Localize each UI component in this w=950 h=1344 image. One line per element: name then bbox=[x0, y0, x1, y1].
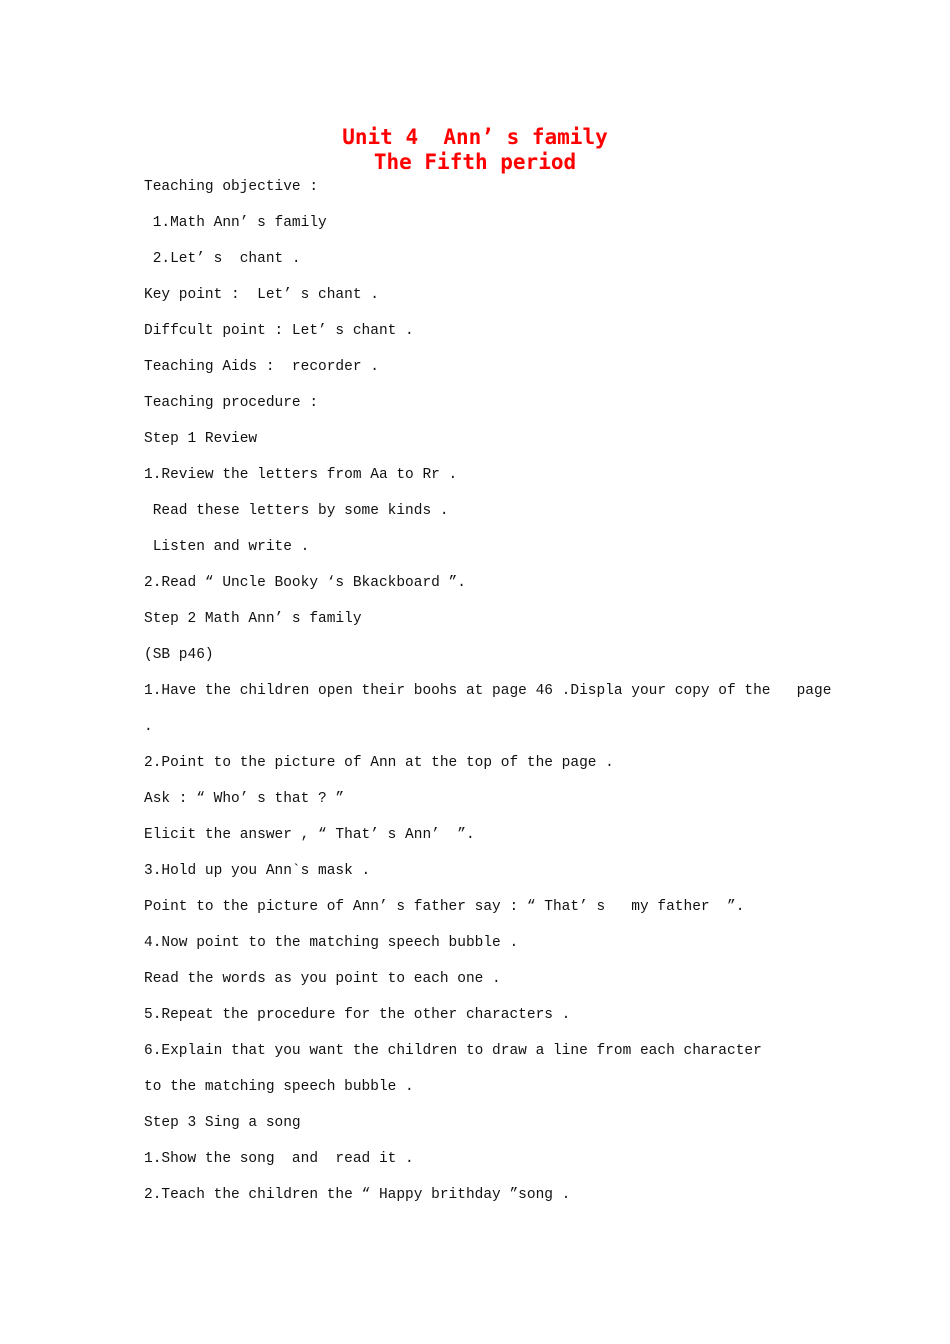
text-line: Point to the picture of Ann’ s father say : “ That’ s my father ”. bbox=[144, 899, 745, 915]
page-title: Unit 4 Ann’ s family bbox=[342, 125, 608, 149]
text-line: Step 2 Math Ann’ s family bbox=[144, 611, 362, 627]
text-line: Teaching objective : bbox=[144, 179, 319, 195]
text-line: 2.Let’ s chant . bbox=[144, 251, 301, 267]
text-line: 5.Repeat the procedure for the other characters . bbox=[144, 1007, 571, 1023]
text-line: 1.Math Ann’ s family bbox=[144, 215, 327, 231]
text-line: 2.Read “ Uncle Booky ‘s Bkackboard ”. bbox=[144, 575, 466, 591]
text-line: Read the words as you point to each one . bbox=[144, 971, 501, 987]
text-line: Elicit the answer , “ That’ s Ann’ ”. bbox=[144, 827, 475, 843]
lesson-plan-body bbox=[144, 176, 844, 1220]
text-line: 3.Hold up you Ann`s mask . bbox=[144, 863, 371, 879]
text-line: (SB p46) bbox=[144, 647, 214, 663]
text-line: Read these letters by some kinds . bbox=[144, 503, 449, 519]
text-line: 1.Show the song and read it . bbox=[144, 1151, 414, 1167]
text-line: Step 3 Sing a song bbox=[144, 1115, 301, 1131]
text-line: 2.Point to the picture of Ann at the top of the page . bbox=[144, 755, 614, 771]
text-line: Step 1 Review bbox=[144, 431, 258, 447]
text-line: 2.Teach the children the “ Happy brithday ”song . bbox=[144, 1187, 571, 1203]
page-subtitle: The Fifth period bbox=[373, 150, 577, 174]
text-line: 6.Explain that you want the children to draw a line from each character bbox=[144, 1043, 762, 1059]
text-line: to the matching speech bubble . bbox=[144, 1079, 414, 1095]
text-line: Teaching Aids : recorder . bbox=[144, 359, 379, 375]
text-line: Teaching procedure : bbox=[144, 395, 319, 411]
text-line: Listen and write . bbox=[144, 539, 310, 555]
text-line: 4.Now point to the matching speech bubble . bbox=[144, 935, 519, 951]
text-line: 1.Review the letters from Aa to Rr . bbox=[144, 467, 458, 483]
text-line: Ask : “ Who’ s that ? ” bbox=[144, 791, 345, 807]
text-line: Key point : Let’ s chant . bbox=[144, 287, 379, 303]
text-line: 1.Have the children open their boohs at page 46 .Displa your copy of the page bbox=[144, 683, 832, 699]
text-line: Diffcult point : Let’ s chant . bbox=[144, 323, 414, 339]
text-line: . bbox=[144, 719, 153, 735]
